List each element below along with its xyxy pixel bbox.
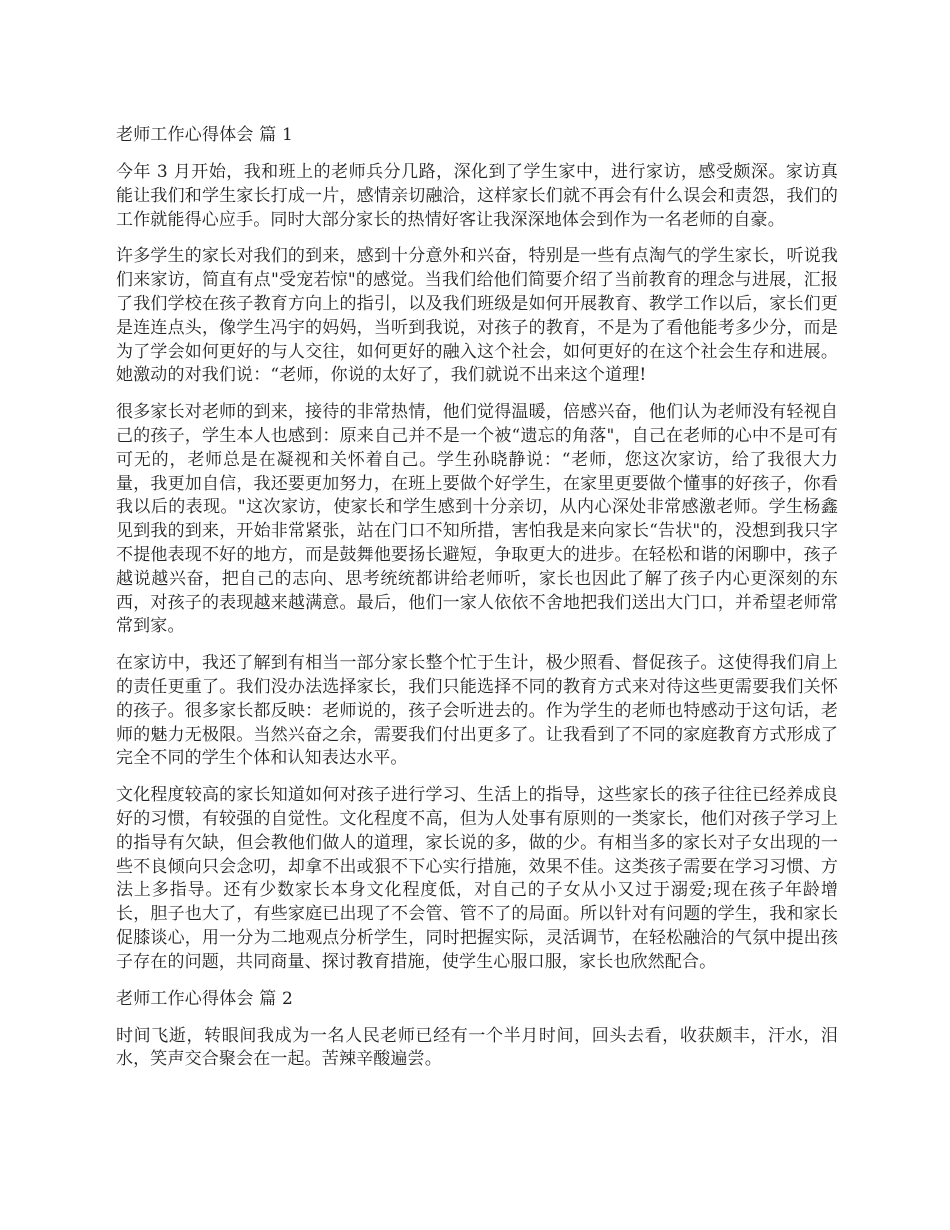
section-1-paragraph-1: 今年 3 月开始，我和班上的老师兵分几路，深化到了学生家中，进行家访，感受颇深。家访真能让我们和学生家长打成一片，感情亲切融洽，这样家长们就不再会有什么误会和责怨，我们的工作就能得心应手。同时大部分家长的热情好客让我深深地体会到作为一名老师的自豪。 [116,162,838,230]
section-1-paragraph-3: 很多家长对老师的到来，接待的非常热情，他们觉得温暖，倍感兴奋，他们认为老师没有轻视自己的孩子，学生本人也感到：原来自己并不是一个被“遗忘的角落"，自己在老师的心中不是可有可无的，老师总是在凝视和关怀着自己。学生孙晓静说：“老师，您这次家访，给了我很大力量，我更加自信，我还要更加努力，在班上要做个好学生，在家里更要做个懂事的好孩子，你看我以后的表现。"这次家访，使家长和学生感到十分亲切，从内心深处非常感激老师。学生杨鑫见到我的到来，开始非常紧张，站在门口不知所措，害怕我是来向家长“告状"的，没想到我只字不提他表现不好的地方，而是鼓舞他要扬长避短，争取更大的进步。在轻松和谐的闲聊中，孩子越说越兴奋，把自己的志向、思考统统都讲给老师听，家长也因此了解了孩子内心更深刻的东西，对孩子的表现越来越满意。最后，他们一家人依依不舍地把我们送出大门口，并希望老师常常到家。 [116,402,838,637]
section-2-paragraph-1: 时间飞逝，转眼间我成为一名人民老师已经有一个半月时间，回头去看，收获颇丰，汗水，泪水，笑声交合聚会在一起。苦辣辛酸遍尝。 [116,1025,838,1070]
section-1-paragraph-4: 在家访中，我还了解到有相当一部分家长整个忙于生计，极少照看、督促孩子。这使得我们肩上的责任更重了。我们没办法选择家长，我们只能选择不同的教育方式来对待这些更需要我们关怀的孩子。很多家长都反映：老师说的，孩子会听进去的。作为学生的老师也特感动于这句话，老师的魅力无极限。当然兴奋之余，需要我们付出更多了。让我看到了不同的家庭教育方式形成了完全不同的学生个体和认知表达水平。 [116,653,838,769]
section-1-paragraph-5: 文化程度较高的家长知道如何对孩子进行学习、生活上的指导，这些家长的孩子往往已经养成良好的习惯，有较强的自觉性。文化程度不高，但为人处事有原则的一类家长，他们对孩子学习上的指导有欠缺，但会教他们做人的道理，家长说的多，做的少。有相当多的家长对子女出现的一些不良倾向只会念叨，却拿不出或狠不下心实行措施，效果不佳。这类孩子需要在学习习惯、方法上多指导。还有少数家长本身文化程度低，对自己的子女从小又过于溺爱;现在孩子年龄增长，胆子也大了，有些家庭已出现了不会管、管不了的局面。所以针对有问题的学生，我和家长促膝谈心，用一分为二地观点分析学生，同时把握实际，灵活调节，在轻松融洽的气氛中提出孩子存在的问题，共同商量、探讨教育措施，使学生心服口服，家长也欣然配合。 [116,785,838,972]
section-2-title: 老师工作心得体会 篇 2 [116,988,294,1009]
section-1-paragraph-2: 许多学生的家长对我们的到来，感到十分意外和兴奋，特别是一些有点淘气的学生家长，听说我们来家访，简直有点"受宠若惊"的感觉。当我们给他们简要介绍了当前教育的理念与进展，汇报了我们学校在孩子教育方向上的指引，以及我们班级是如何开展教育、教学工作以后，家长们更是连连点头，像学生冯宇的妈妈，当听到我说，对孩子的教育，不是为了看他能考多少分，而是为了学会如何更好的与人交往，如何更好的融入这个社会，如何更好的在这个社会生存和进展。她激动的对我们说：“老师，你说的太好了，我们就说不出来这个道理! [116,246,838,386]
section-1-title: 老师工作心得体会 篇 1 [116,125,294,145]
